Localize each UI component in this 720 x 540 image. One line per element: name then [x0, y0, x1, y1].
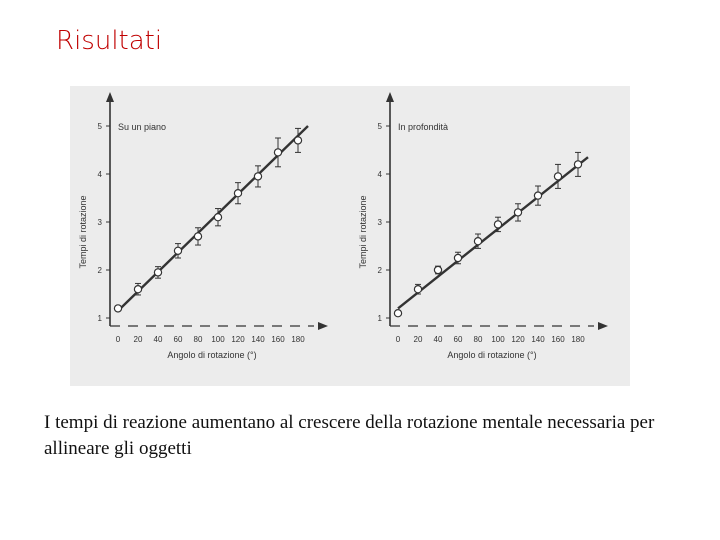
x-tick-label: 20: [133, 335, 143, 344]
x-tick-label: 140: [251, 335, 265, 344]
data-point: [274, 149, 281, 156]
x-tick-label: 80: [473, 335, 483, 344]
y-axis-label: Tempi di rotazione: [358, 195, 368, 269]
slide-title: Risultati: [56, 26, 163, 56]
x-tick-label: 60: [173, 335, 183, 344]
y-tick-label: 1: [97, 314, 102, 323]
data-point: [474, 238, 481, 245]
y-tick-label: 5: [97, 122, 102, 131]
data-point: [214, 214, 221, 221]
x-tick-label: 80: [193, 335, 203, 344]
x-tick-label: 180: [571, 335, 585, 344]
x-tick-label: 160: [551, 335, 565, 344]
x-tick-label: 100: [211, 335, 225, 344]
y-axis-label: Tempi di rotazione: [78, 195, 88, 269]
x-tick-label: 160: [271, 335, 285, 344]
x-axis-arrow: [318, 322, 328, 330]
data-point: [154, 269, 161, 276]
data-point: [454, 254, 461, 261]
x-tick-label: 120: [231, 335, 245, 344]
data-point: [254, 173, 261, 180]
x-axis-label: Angolo di rotazione (°): [447, 350, 537, 360]
x-tick-label: 180: [291, 335, 305, 344]
x-tick-label: 20: [413, 335, 423, 344]
x-tick-label: 0: [115, 335, 121, 344]
data-point: [434, 266, 441, 273]
y-axis-arrow: [106, 92, 114, 102]
y-axis-arrow: [386, 92, 394, 102]
y-tick-label: 3: [377, 218, 382, 227]
data-point: [174, 247, 181, 254]
x-tick-label: 40: [153, 335, 163, 344]
chart-su-un-piano: [70, 86, 350, 386]
x-tick-label: 0: [395, 335, 401, 344]
data-point: [234, 190, 241, 197]
x-tick-label: 40: [433, 335, 443, 344]
figure-panel: [70, 86, 630, 386]
data-point: [534, 192, 541, 199]
x-axis-arrow: [598, 322, 608, 330]
y-tick-label: 5: [377, 122, 382, 131]
data-point: [494, 221, 501, 228]
chart-title: Su un piano: [118, 122, 167, 132]
chart-title: In profondità: [398, 122, 449, 132]
y-tick-label: 1: [377, 314, 382, 323]
chart-in-profondita: [350, 86, 630, 386]
x-axis-label: Angolo di rotazione (°): [167, 350, 257, 360]
x-tick-label: 120: [511, 335, 525, 344]
y-tick-label: 4: [377, 170, 382, 179]
y-tick-label: 3: [97, 218, 102, 227]
y-tick-label: 2: [97, 266, 102, 275]
data-point: [414, 286, 421, 293]
data-point: [294, 137, 301, 144]
data-point: [394, 310, 401, 317]
data-point: [514, 209, 521, 216]
y-tick-label: 2: [377, 266, 382, 275]
data-point: [194, 233, 201, 240]
data-point: [134, 286, 141, 293]
data-point: [554, 173, 561, 180]
y-tick-label: 4: [97, 170, 102, 179]
data-point: [114, 305, 121, 312]
x-tick-label: 100: [491, 335, 505, 344]
data-point: [574, 161, 581, 168]
x-tick-label: 140: [531, 335, 545, 344]
x-tick-label: 60: [453, 335, 463, 344]
slide-caption: I tempi di reazione aumentano al crescere della rotazione mentale necessaria per allineare gli oggetti: [44, 412, 655, 459]
